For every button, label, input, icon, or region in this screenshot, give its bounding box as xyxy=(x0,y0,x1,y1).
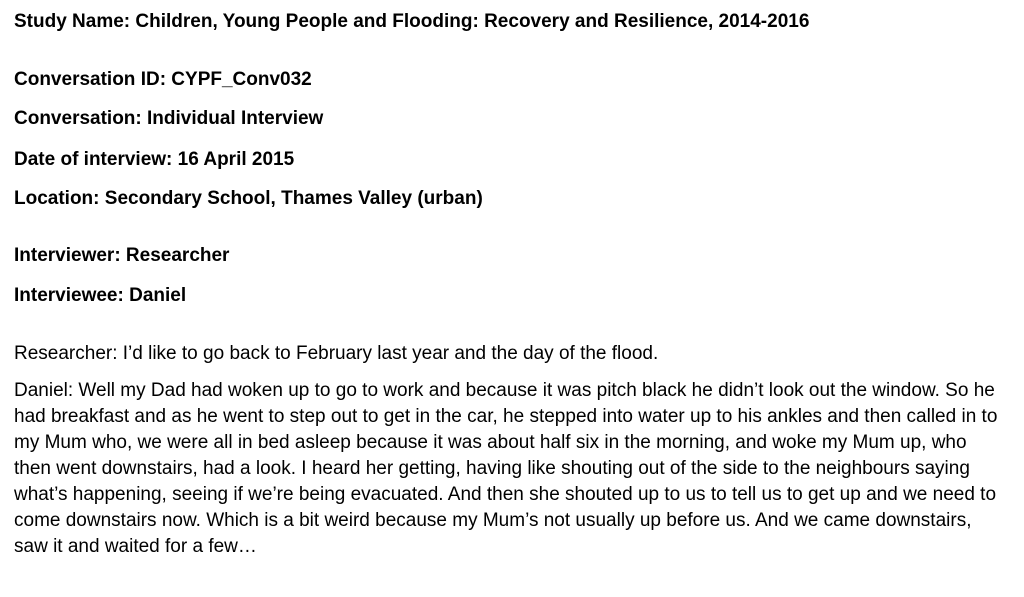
study-name: Study Name: Children, Young People and Flooding: Recovery and Resilience, 2014-2016 xyxy=(14,11,810,32)
transcript-paragraph-researcher: Researcher: I’d like to go back to February last year and the day of the flood. xyxy=(14,343,659,364)
conversation-id: Conversation ID: CYPF_Conv032 xyxy=(14,69,312,90)
transcript-paragraph-daniel: Daniel: Well my Dad had woken up to go to work and because it was pitch black he didn’t look out the window. So he had breakfast and as he went to step out to get in the car, he stepped into water up to his ankles and then called in to my Mum who, we were all in bed asleep because it was about half six in the morning, and woke my Mum up, who then went downstairs, had a look. I heard her getting, having like shouting out of the side to the neighbours saying what’s happening, seeing if we’re being evacuated. And then she shouted up to us to tell us to get up and we need to come downstairs now. Which is a bit weird because my Mum’s not usually up before us. And we came downstairs, saw it and waited for a few… xyxy=(14,380,998,557)
conversation-type: Conversation: Individual Interview xyxy=(14,108,324,129)
interview-location: Location: Secondary School, Thames Valley (urban) xyxy=(14,188,483,209)
interviewer-name: Interviewer: Researcher xyxy=(14,245,230,266)
interview-date: Date of interview: 16 April 2015 xyxy=(14,149,295,170)
interviewee-name: Interviewee: Daniel xyxy=(14,285,187,306)
